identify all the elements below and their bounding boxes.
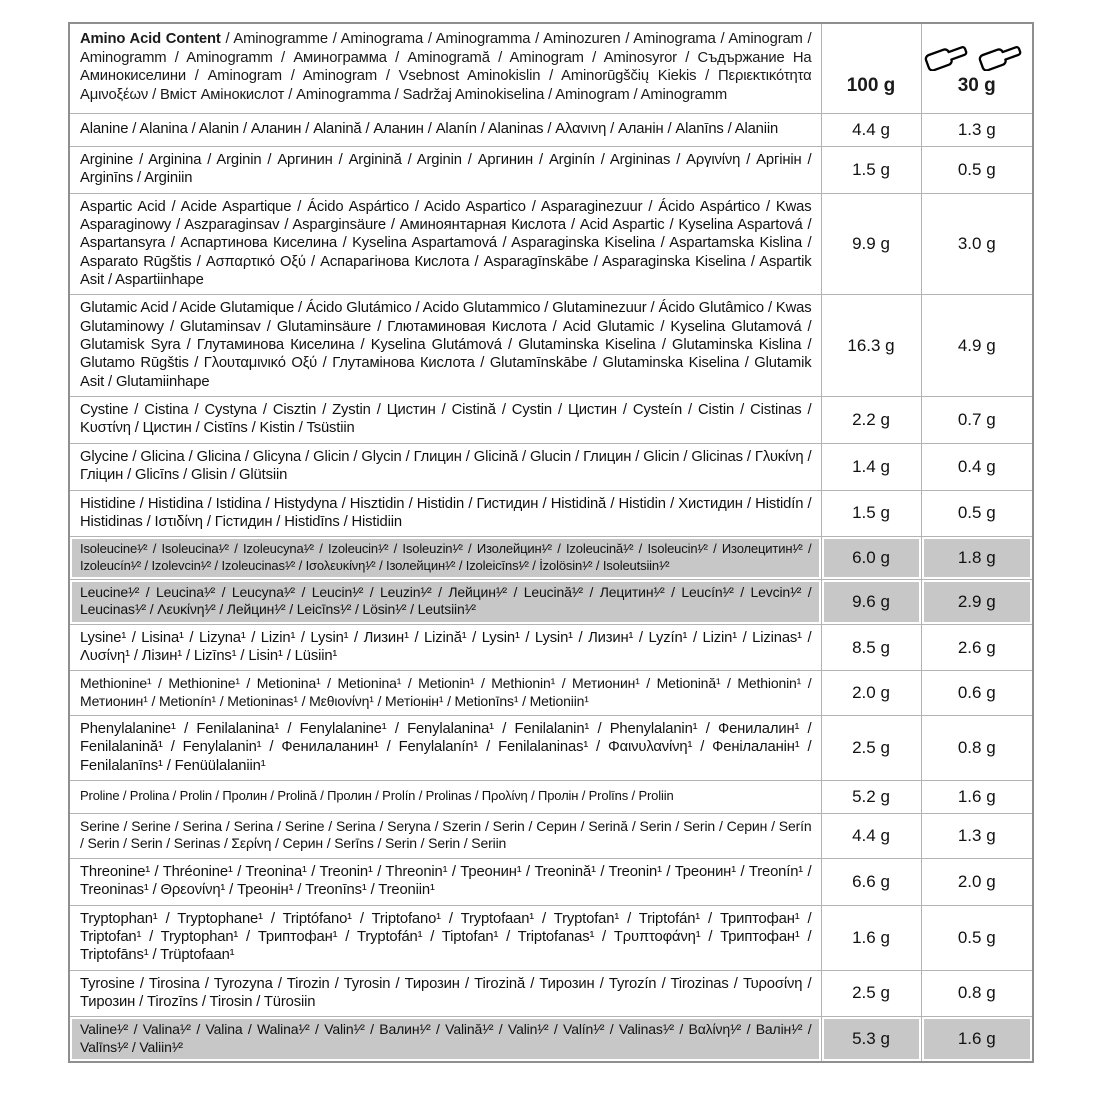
amino-name: Threonine¹ / Thréonine¹ / Treonina¹ / Treonin¹ / Threonin¹ / Треонин¹ / Treonină¹ / Treonin¹ / Треонин¹ / Treonín¹ / Treoninas¹ / Θρεονίνη¹ / Треонін¹ / Treonīns¹ / Treoniin¹ <box>69 858 821 905</box>
value-30g: 1.3 g <box>921 114 1033 147</box>
table-row-valine <box>69 1017 1033 1062</box>
amino-name: Valine¹⁄² / Valina¹⁄² / Valina / Walina¹⁄² / Valin¹⁄² / Валин¹⁄² / Valină¹⁄² / Valin¹⁄² / Valín¹⁄² / Valinas¹⁄² / Βαλίνη¹⁄² / Валін¹⁄² / Valīns¹⁄² / Valiin¹⁄² <box>69 1017 821 1062</box>
value-100g: 6.0 g <box>821 537 921 580</box>
value-100g: 9.6 g <box>821 579 921 624</box>
value-100g: 2.2 g <box>821 397 921 444</box>
table-row-tyrosine <box>69 970 1033 1017</box>
amino-name: Glycine / Glicina / Glicina / Glicyna / Glicin / Glycin / Глицин / Glicină / Glucin / Глицин / Glicin / Glicinas / Γλυκίνη / Гліцин / Glicīns / Glisin / Glütsiin <box>69 443 821 490</box>
value-100g: 2.0 g <box>821 671 921 716</box>
table-title <box>69 23 821 114</box>
value-100g: 5.2 g <box>821 781 921 814</box>
value-30g: 1.6 g <box>921 781 1033 814</box>
table-row-aspartic-acid <box>69 193 1033 295</box>
value-30g: 3.0 g <box>921 193 1033 295</box>
value-100g: 2.5 g <box>821 716 921 781</box>
value-30g: 0.7 g <box>921 397 1033 444</box>
value-100g: 1.5 g <box>821 490 921 537</box>
table-row-phenylalanine <box>69 716 1033 781</box>
table-row-glycine <box>69 443 1033 490</box>
column-header-30g <box>921 23 1033 114</box>
table-row-tryptophan <box>69 905 1033 970</box>
table-row-isoleucine <box>69 537 1033 580</box>
amino-name: Methionine¹ / Methionine¹ / Metionina¹ / Metionina¹ / Metionin¹ / Methionin¹ / Метионин¹ / Metionină¹ / Methionin¹ / Метионин¹ / Metionín¹ / Metioninas¹ / Μεθιονίνη¹ / Метіонін¹ / Metionīns¹ / Metioniin¹ <box>69 671 821 716</box>
value-30g: 0.8 g <box>921 716 1033 781</box>
column-header-100g-label: 100 g <box>846 75 896 96</box>
value-30g: 0.5 g <box>921 490 1033 537</box>
amino-acid-table <box>68 22 1034 1063</box>
value-30g: 0.6 g <box>921 671 1033 716</box>
table-title-bold: Amino Acid Content <box>80 31 221 47</box>
value-100g: 6.6 g <box>821 858 921 905</box>
table-row-cystine <box>69 397 1033 444</box>
value-30g: 0.4 g <box>921 443 1033 490</box>
amino-name: Aspartic Acid / Acide Aspartique / Ácido Aspártico / Acido Aspartico / Asparaginezuur / Ácido Aspártico / Kwas Asparaginowy / Aszparaginsav / Asparginsäure / Аминоянтарная Кислота / Acid Aspartic / Kyselina Aspartová / Aspartansyra / Аспартинова Киселина / Kyselina Aspartamová / Asparaginska Kiselina / Aspartamska Kislina / Asparato Rūgštis / Ασπαρτικό Οξύ / Аспарагінова Кислота / Asparagīnskābe / Asparaginska Kiselina / Aspartik Asit / Aspartiinhape <box>69 193 821 295</box>
value-100g: 9.9 g <box>821 193 921 295</box>
table-row-leucine <box>69 579 1033 624</box>
table-row-proline <box>69 781 1033 814</box>
table-header-row <box>69 23 1033 114</box>
amino-name: Cystine / Cistina / Cystyna / Cisztin / Zystin / Цистин / Cistină / Cystin / Цистин / Cysteín / Cistin / Cistinas / Κυστίνη / Цистин / Cistīns / Kistin / Tsüstiin <box>69 397 821 444</box>
value-100g: 4.4 g <box>821 114 921 147</box>
value-100g: 1.5 g <box>821 147 921 194</box>
amino-name: Lysine¹ / Lisina¹ / Lizyna¹ / Lizin¹ / Lysin¹ / Лизин¹ / Lizină¹ / Lysin¹ / Lysin¹ / Лизин¹ / Lyzín¹ / Lizin¹ / Lizinas¹ / Λυσίνη¹ / Лізин¹ / Lizīns¹ / Lisin¹ / Lüsiin¹ <box>69 624 821 671</box>
table-row-histidine <box>69 490 1033 537</box>
amino-name: Histidine / Histidina / Istidina / Histydyna / Hisztidin / Histidin / Гистидин / Histidină / Histidin / Хистидин / Histidín / Histidinas / Ιστιδίνη / Гістидин / Histidīns / Histidiin <box>69 490 821 537</box>
table-row-lysine <box>69 624 1033 671</box>
column-header-30g-label: 30 g <box>957 75 996 96</box>
table-row-threonine <box>69 858 1033 905</box>
amino-name: Glutamic Acid / Acide Glutamique / Ácido Glutámico / Acido Glutammico / Glutaminezuur / Ácido Glutâmico / Kwas Glutaminowy / Glutaminsav / Glutaminsäure / Глютаминовая Кислота / Acid Glutamic / Kyselina Glutamová / Glutamisk Syra / Глутаминова Киселина / Kyselina Glutámová / Glutaminska Kiselina / Glutaminska Kislina / Glutamo Rūgštis / Γλουταμινικό Οξύ / Глутамінова Кислота / Glutamīnskābe / Glutaminska Kiselina / Glutamik Asit / Glutamiinhape <box>69 295 821 397</box>
amino-name: Proline / Prolina / Prolin / Пролин / Prolină / Пролин / Prolín / Prolinas / Προλίνη / Пролін / Prolīns / Proliin <box>69 781 821 814</box>
value-30g: 1.8 g <box>921 537 1033 580</box>
value-100g: 8.5 g <box>821 624 921 671</box>
value-100g: 1.4 g <box>821 443 921 490</box>
value-100g: 16.3 g <box>821 295 921 397</box>
value-100g: 5.3 g <box>821 1017 921 1062</box>
value-30g: 2.0 g <box>921 858 1033 905</box>
value-30g: 1.6 g <box>921 1017 1033 1062</box>
table-row-arginine <box>69 147 1033 194</box>
amino-name: Phenylalanine¹ / Fenilalanina¹ / Fenylalanine¹ / Fenylalanina¹ / Fenilalanin¹ / Phenylalanin¹ / Фенилалин¹ / Fenilalanină¹ / Fenylalanin¹ / Фенилаланин¹ / Fenylalanín¹ / Fenilalaninas¹ / Φαινυλανίνη¹ / Фенілаланін¹ / Fenilalanīns¹ / Fenüülalaniin¹ <box>69 716 821 781</box>
value-30g: 0.5 g <box>921 147 1033 194</box>
amino-name: Tryptophan¹ / Tryptophane¹ / Triptófano¹ / Triptofano¹ / Tryptofaan¹ / Tryptofan¹ / Triptofán¹ / Триптофан¹ / Triptofan¹ / Tryptophan¹ / Триптофан¹ / Tryptofán¹ / Tiptofan¹ / Triptofanas¹ / Τρυπτοφάνη¹ / Триптофан¹ / Triptofāns¹ / Trüptofaan¹ <box>69 905 821 970</box>
table-row-glutamic-acid <box>69 295 1033 397</box>
value-100g: 4.4 g <box>821 814 921 859</box>
amino-name: Isoleucine¹⁄² / Isoleucina¹⁄² / Izoleucyna¹⁄² / Izoleucin¹⁄² / Isoleuzin¹⁄² / Изолейцин¹⁄² / Izoleucină¹⁄² / Isoleucin¹⁄² / Изолецитин¹⁄² / Izoleucín¹⁄² / Izolevcin¹⁄² / Izoleucinas¹⁄² / Ισολευκίνη¹⁄² / Ізолейцин¹⁄² / Izoleicīns¹⁄² / İzolösin¹⁄² / Isoleutsiin¹⁄² <box>69 537 821 580</box>
value-100g: 1.6 g <box>821 905 921 970</box>
amino-name: Leucine¹⁄² / Leucina¹⁄² / Leucyna¹⁄² / Leucin¹⁄² / Leuzin¹⁄² / Лейцин¹⁄² / Leucină¹⁄² / Лецитин¹⁄² / Leucín¹⁄² / Levcin¹⁄² / Leucinas¹⁄² / Λευκίνη¹⁄² / Лейцин¹⁄² / Leicīns¹⁄² / Lösin¹⁄² / Leutsiin¹⁄² <box>69 579 821 624</box>
value-30g: 0.5 g <box>921 905 1033 970</box>
value-30g: 2.6 g <box>921 624 1033 671</box>
amino-name: Serine / Serine / Serina / Serina / Serine / Serina / Seryna / Szerin / Serin / Серин / Serină / Serin / Serin / Серин / Serín / Serin / Serin / Serinas / Σερίνη / Серин / Serīns / Serin / Serin / Seriin <box>69 814 821 859</box>
value-30g: 2.9 g <box>921 579 1033 624</box>
table-row-methionine <box>69 671 1033 716</box>
table-row-alanine <box>69 114 1033 147</box>
table-title-translations: / Aminogramme / Aminograma / Aminogramma / Aminozuren / Aminograma / Aminogram / Aminogramm / Aminogramm / Аминограмма / Aminogramă / Aminogram / Aminosyror / Съдържание На Аминокиселини / Aminogram / Aminogram / Vsebnost Aminokislin / Aminorūgščių Kiekis / Περιεκτικότητα Αμινοξέων / Вміст Амінокислот / Aminogramma / Sadržaj Aminokiselina / Aminogram / Aminogramm <box>80 31 812 103</box>
value-30g: 4.9 g <box>921 295 1033 397</box>
column-header-100g <box>821 23 921 114</box>
value-30g: 0.8 g <box>921 970 1033 1017</box>
value-30g: 1.3 g <box>921 814 1033 859</box>
amino-name: Tyrosine / Tirosina / Tyrozyna / Tirozin / Tyrosin / Тирозин / Tirozină / Тирозин / Tyrozín / Tirozinas / Τυροσίνη / Тирозин / Tirozīns / Tirosin / Türosiin <box>69 970 821 1017</box>
value-100g: 2.5 g <box>821 970 921 1017</box>
table-row-serine <box>69 814 1033 859</box>
amino-name: Arginine / Arginina / Arginin / Аргинин / Arginină / Arginin / Аргинин / Arginín / Argininas / Αργινίνη / Аргінін / Arginīns / Arginiin <box>69 147 821 194</box>
measuring-scoop-icons <box>923 31 1031 71</box>
amino-name: Alanine / Alanina / Alanin / Аланин / Alanină / Аланин / Alanín / Alaninas / Αλανινη / Аланін / Alanīns / Alaniin <box>69 114 821 147</box>
